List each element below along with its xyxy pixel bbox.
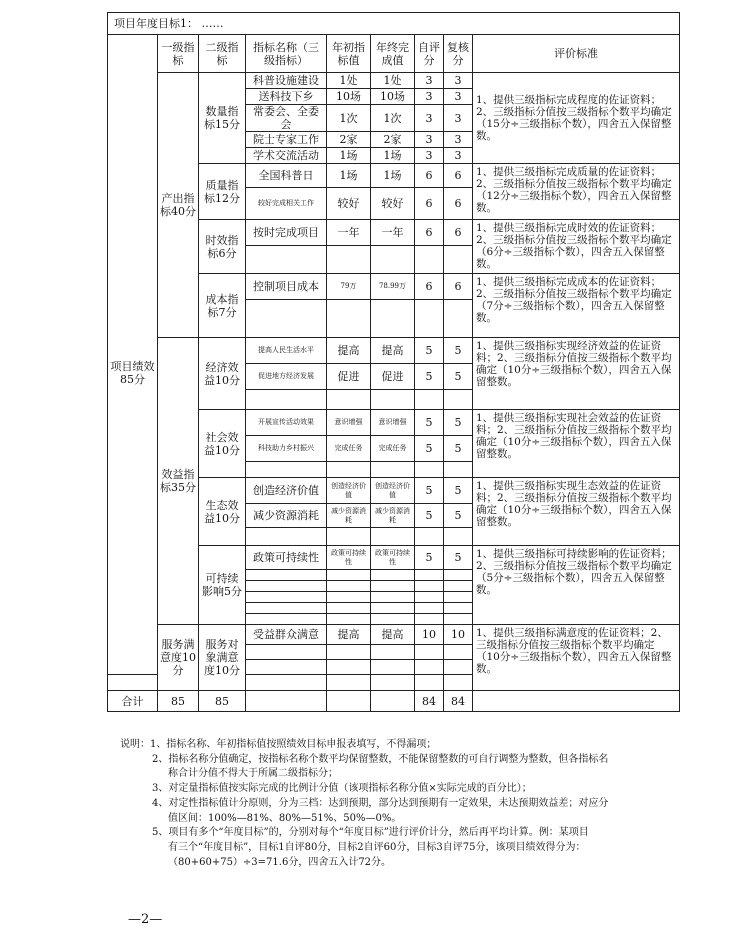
col-initial: 年初指标值 — [327, 35, 371, 73]
indicator-name: 政策可持续性 — [246, 546, 327, 570]
quality-criteria: 1、提供三级指标完成质量的佐证资料；2、三级指标分值按三级指标个数平均确定（12分÷三级指标个数），四舍五入保留整数。 — [473, 164, 680, 220]
final-value: 意识增强 — [371, 410, 415, 436]
service-satisfaction-label: 服务满意度10分 — [158, 625, 199, 691]
annual-goal-title: 项目年度目标1： …… — [108, 13, 680, 35]
self-score: 6 — [415, 188, 444, 220]
satisfaction-indicator-label: 服务对象满意度10分 — [199, 625, 246, 691]
initial-value: 较好 — [327, 188, 371, 220]
review-score: 5 — [444, 410, 473, 436]
final-value: 减少资源消耗 — [371, 504, 415, 528]
initial-value: 减少资源消耗 — [327, 504, 371, 528]
final-value: 提高 — [371, 338, 415, 364]
sustainable-indicator-label: 可持续影响5分 — [199, 546, 246, 625]
self-score: 5 — [415, 410, 444, 436]
initial-value: 意识增强 — [327, 410, 371, 436]
self-score: 5 — [415, 364, 444, 390]
indicator-name: 受益群众满意 — [246, 625, 327, 645]
performance-table — [107, 12, 680, 712]
review-score: 3 — [444, 148, 473, 164]
review-score: 6 — [444, 188, 473, 220]
initial-value: 促进 — [327, 364, 371, 390]
initial-value: 提高 — [327, 338, 371, 364]
final-value: 创造经济价值 — [371, 478, 415, 504]
social-criteria: 1、提供三级指标实现社会效益的佐证资料；2、三级指标分值按三级指标个数平均确定（10分÷三级指标个数），四舍五入保留整数。 — [473, 410, 680, 478]
total-label: 合计 — [108, 691, 158, 712]
indicator-name: 院士专家工作 — [246, 132, 327, 148]
total-review-score: 84 — [444, 691, 473, 712]
note-line: 有三个“年度目标”，目标1自评80分，目标2自评60分，目标3自评75分，该项目绩效得分为： — [168, 841, 586, 853]
note-line: 4、对定性指标值计分原则，分为三档：达到预期，部分达到预期有一定效果，未达预期效益差；对应分 — [152, 797, 609, 809]
total-self-score: 84 — [415, 691, 444, 712]
review-score: 5 — [444, 546, 473, 570]
review-score: 6 — [444, 274, 473, 300]
self-score: 6 — [415, 220, 444, 246]
output-indicator-label: 产出指标40分 — [158, 73, 199, 338]
final-value: 完成任务 — [371, 436, 415, 462]
note-line: 3、对定量指标值按实际完成的比例计分值（该项指标名称分值×实际完成的百分比）； — [152, 783, 532, 795]
final-value: 一年 — [371, 220, 415, 246]
quality-indicator-label: 质量指标12分 — [199, 164, 246, 220]
final-value: 1场 — [371, 148, 415, 164]
review-score: 3 — [444, 73, 473, 89]
project-performance-label: 项目绩效85分 — [108, 73, 158, 675]
final-value: 78.99万 — [371, 274, 415, 300]
initial-value: 1场 — [327, 164, 371, 188]
initial-value: 1场 — [327, 148, 371, 164]
initial-value: 79万 — [327, 274, 371, 300]
final-value: 1处 — [371, 73, 415, 89]
cost-indicator-label: 成本指标7分 — [199, 274, 246, 338]
indicator-name: 减少资源消耗 — [246, 504, 327, 528]
self-score: 5 — [415, 546, 444, 570]
initial-value: 政策可持续性 — [327, 546, 371, 570]
sustainable-criteria: 1、提供三级指标可持续影响的佐证资料；2、三级指标分值按三级指标个数平均确定（5分÷三级指标个数），四舍五入保留整数。 — [473, 546, 680, 625]
timeliness-indicator-label: 时效指标6分 — [199, 220, 246, 274]
review-score: 5 — [444, 364, 473, 390]
total-level1: 85 — [158, 691, 199, 712]
self-score: 5 — [415, 504, 444, 528]
col-final: 年终完成值 — [371, 35, 415, 73]
quantity-indicator-label: 数量指标15分 — [199, 73, 246, 164]
timeliness-criteria: 1、提供三级指标完成时效的佐证资料；2、三级指标分值按三级指标个数平均确定（6分÷三级指标个数），四舍五入保留整数。 — [473, 220, 680, 274]
self-score: 6 — [415, 274, 444, 300]
note-line: 5、项目有多个“年度目标”的，分别对每个“年度目标”进行评价计分，然后再平均计算。例：某项目 — [152, 827, 589, 839]
final-value: 1场 — [371, 164, 415, 188]
review-score: 3 — [444, 132, 473, 148]
initial-value: 完成任务 — [327, 436, 371, 462]
self-score: 3 — [415, 105, 444, 132]
review-score: 6 — [444, 220, 473, 246]
indicator-name: 科普设施建设 — [246, 73, 327, 89]
review-score: 10 — [444, 625, 473, 645]
initial-value: 2家 — [327, 132, 371, 148]
indicator-name: 创造经济价值 — [246, 478, 327, 504]
review-score: 3 — [444, 89, 473, 105]
indicator-name: 促进地方经济发展 — [246, 364, 327, 390]
self-score: 3 — [415, 73, 444, 89]
indicator-name: 按时完成项目 — [246, 220, 327, 246]
review-score: 6 — [444, 164, 473, 188]
final-value: 2家 — [371, 132, 415, 148]
indicator-name: 较好完成相关工作 — [246, 188, 327, 220]
note-line: （80+60+75）÷3=71.6分，四舍五入计72分。 — [168, 856, 392, 868]
self-score: 3 — [415, 89, 444, 105]
initial-value: 1次 — [327, 105, 371, 132]
social-indicator-label: 社会效益10分 — [199, 410, 246, 478]
col-review: 复核分 — [444, 35, 473, 73]
final-value: 较好 — [371, 188, 415, 220]
indicator-name: 提高人民生活水平 — [246, 338, 327, 364]
note-line: 值区间：100%—81%、80%—51%、50%—0%。 — [168, 812, 402, 824]
satisfaction-criteria: 1、提供三级指标满意度的佐证资料；2、三级指标分值按三级指标个数平均确定（10分÷三级指标个数），四舍五入保留整数。 — [473, 625, 680, 691]
indicator-name: 全国科普日 — [246, 164, 327, 188]
initial-value: 一年 — [327, 220, 371, 246]
indicator-name: 开展宣传活动效果 — [246, 410, 327, 436]
indicator-name: 送科技下乡 — [246, 89, 327, 105]
col-self: 自评分 — [415, 35, 444, 73]
indicator-name: 学术交流活动 — [246, 148, 327, 164]
final-value: 政策可持续性 — [371, 546, 415, 570]
total-level2: 85 — [199, 691, 246, 712]
col-level1: 一级指标 — [158, 35, 199, 73]
indicator-name: 控制项目成本 — [246, 274, 327, 300]
self-score: 6 — [415, 164, 444, 188]
review-score: 5 — [444, 504, 473, 528]
indicator-name: 常委会、全委会 — [246, 105, 327, 132]
ecological-indicator-label: 生态效益10分 — [199, 478, 246, 546]
initial-value: 1处 — [327, 73, 371, 89]
note-line: 说明：1、指标名称、年初指标值按照绩效目标申报表填写，不得漏项； — [120, 739, 437, 750]
final-value: 1次 — [371, 105, 415, 132]
notes — [120, 738, 680, 870]
self-score: 5 — [415, 338, 444, 364]
col-level2: 二级指标 — [199, 35, 246, 73]
col-criteria: 评价标准 — [473, 35, 680, 73]
self-score: 5 — [415, 478, 444, 504]
review-score: 5 — [444, 338, 473, 364]
final-value: 促进 — [371, 364, 415, 390]
note-line: 称合计分值不得大于所属二级指标分； — [168, 768, 338, 780]
page-number: —2— — [128, 912, 163, 927]
review-score: 3 — [444, 105, 473, 132]
quantity-criteria: 1、提供三级指标完成程度的佐证资料；2、三级指标分值按三级指标个数平均确定（15分÷三级指标个数），四舍五入保留整数。 — [473, 73, 680, 164]
economic-criteria: 1、提供三级指标实现经济效益的佐证资料；2、三级指标分值按三级指标个数平均确定（10分÷三级指标个数），四舍五入保留整数。 — [473, 338, 680, 410]
note-line: 2、指标名称分值确定，按指标名称个数平均保留整数，不能保留整数的可自行调整为整数，但各指标名 — [152, 753, 609, 765]
indicator-name: 科技助力乡村振兴 — [246, 436, 327, 462]
review-score: 5 — [444, 436, 473, 462]
ecological-criteria: 1、提供三级指标实现生态效益的佐证资料；2、三级指标分值按三级指标个数平均确定（10分÷三级指标个数），四舍五入保留整数。 — [473, 478, 680, 546]
initial-value: 创造经济价值 — [327, 478, 371, 504]
self-score: 3 — [415, 132, 444, 148]
economic-indicator-label: 经济效益10分 — [199, 338, 246, 410]
cost-criteria: 1、提供三级指标完成成本的佐证资料；2、三级指标分值按三级指标个数平均确定（7分÷三级指标个数），四舍五入保留整数。 — [473, 274, 680, 338]
self-score: 10 — [415, 625, 444, 645]
initial-value: 提高 — [327, 625, 371, 645]
self-score: 3 — [415, 148, 444, 164]
self-score: 5 — [415, 436, 444, 462]
benefit-indicator-label: 效益指标35分 — [158, 338, 199, 625]
col-indicator: 指标名称（三级指标） — [246, 35, 327, 73]
final-value: 10场 — [371, 89, 415, 105]
final-value: 提高 — [371, 625, 415, 645]
review-score: 5 — [444, 478, 473, 504]
initial-value: 10场 — [327, 89, 371, 105]
